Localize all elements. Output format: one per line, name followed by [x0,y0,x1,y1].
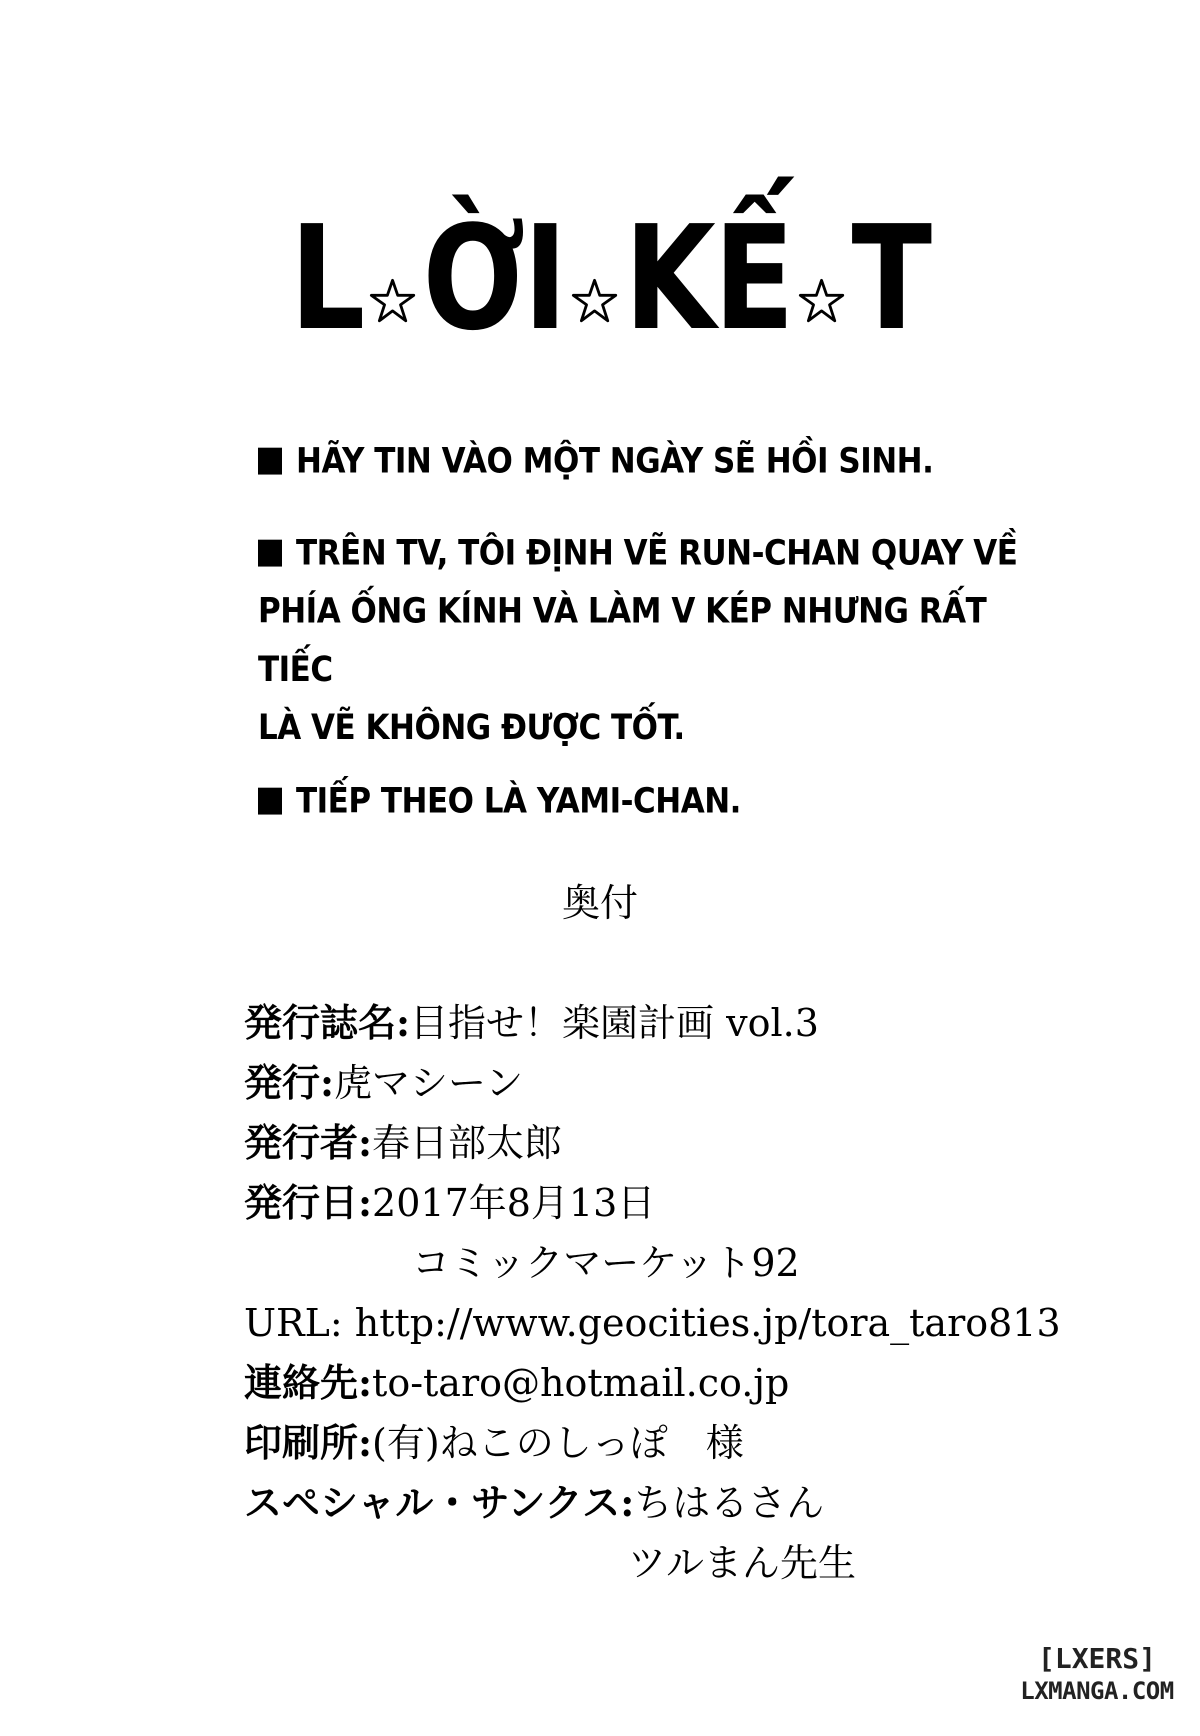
watermark [1002,1642,1192,1706]
row-separator: : [620,1480,635,1525]
row-value: 春日部太郎 [372,1121,563,1165]
colophon-row-title [244,993,1144,1053]
title-part: T [851,193,931,363]
row-separator: : [358,1360,373,1405]
colophon-row-url [244,1293,1144,1353]
row-value: to-taro@hotmail.co.jp [372,1361,790,1405]
note-item [258,524,1058,757]
star-icon [571,270,618,332]
row-label: 発行誌名 [244,1000,397,1045]
colophon-row-date [244,1173,1144,1233]
colophon-row-printer [244,1413,1144,1473]
colophon-heading: 奥付 [561,881,638,925]
row-value: ちはるさん [634,1481,825,1525]
afterword-notes [258,432,1058,864]
note-line: TRÊN TV, TÔI ĐỊNH VẼ RUN-CHAN QUAY VỀ [296,532,1018,574]
row-label: 発行日 [244,1180,359,1225]
colophon-row-thanks [244,1473,1144,1533]
row-label: 連絡先 [244,1360,359,1405]
row-separator: : [320,1060,335,1105]
row-label: 印刷所 [244,1420,359,1465]
note-line: LÀ VẼ KHÔNG ĐƯỢC TỐT. [258,707,685,748]
row-value: コミックマーケット92 [412,1241,800,1285]
colophon-row-publisher [244,1053,1144,1113]
note-item [258,432,1058,490]
row-value: ツルまん先生 [628,1541,857,1585]
row-value: (有)ねこのしっぽ 様 [372,1421,744,1465]
star-icon [369,270,416,332]
row-separator: : [358,1120,373,1165]
square-bullet-icon [258,540,282,567]
row-label: 発行 [244,1060,321,1105]
title-part: KẾ [624,193,793,363]
square-bullet-icon [258,788,282,815]
note-line: PHÍA ỐNG KÍNH VÀ LÀM V KÉP NHƯNG RẤT TIẾC [258,591,987,690]
note-line: TIẾP THEO LÀ YAMI-CHAN. [296,780,741,822]
row-separator: : [358,1180,373,1225]
colophon-row-author [244,1113,1144,1173]
row-label: 発行者 [244,1120,359,1165]
watermark-site: LXMANGA.COM [1020,1677,1174,1705]
colophon [244,993,1144,1593]
watermark-group-name: [LXERS] [1037,1642,1156,1675]
row-value: 虎マシーン [334,1061,524,1105]
row-separator: : [358,1420,373,1465]
title-part: L [290,193,364,363]
row-separator: : [329,1301,355,1345]
row-value: 2017年8月13日 [372,1181,656,1225]
colophon-row-thanks-cont [244,1533,1144,1593]
star-icon [798,270,845,332]
row-value: http://www.geocities.jp/tora_taro813 [354,1301,1061,1345]
page-title [290,150,931,363]
square-bullet-icon [258,448,282,475]
row-separator: : [396,1000,411,1045]
colophon-row-contact [244,1353,1144,1413]
note-line: HÃY TIN VÀO MỘT NGÀY SẼ HỒI SINH. [296,440,934,482]
row-label: URL [244,1301,330,1345]
title-part: ỜI [422,193,566,363]
row-label: スペシャル・サンクス [244,1480,621,1525]
row-value: 目指せ！楽園計画 vol.3 [410,1001,819,1045]
colophon-row-event [244,1233,1144,1293]
note-item [258,772,1058,830]
